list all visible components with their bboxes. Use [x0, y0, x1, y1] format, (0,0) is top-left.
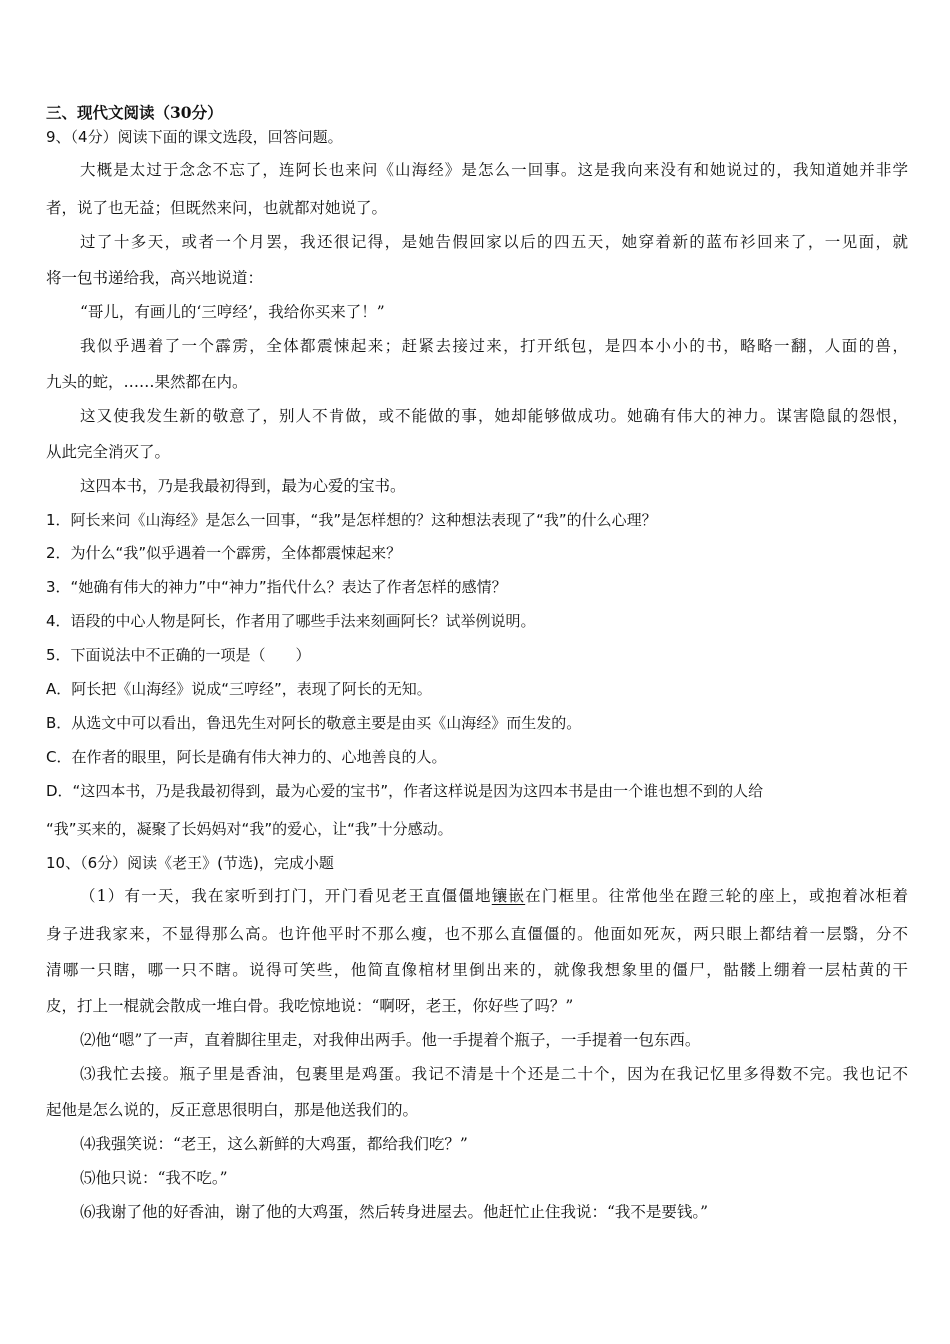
underlined-word: 镶嵌 [491, 887, 526, 905]
option-b: B．从选文中可以看出，鲁迅先生对阿长的敬意主要是由买《山海经》而生发的。 [46, 714, 582, 732]
passage-line: 者，说了也无益；但既然来问，也就都对她说了。 [46, 199, 388, 217]
passage-text: 在门框里。往常他坐在蹬三轮的座上，或抱着冰柜着 [525, 887, 908, 905]
question-item: 2．为什么“我”似乎遇着一个霹雳，全体都震悚起来？ [46, 544, 402, 562]
option-d: D．“这四本书，乃是我最初得到，最为心爱的宝书”，作者这样说是因为这四本书是由一个谁也想不到的人给 [46, 782, 764, 800]
passage-line: ⑸他只说：“我不吃。” [80, 1169, 228, 1187]
question-item: 5．下面说法中不正确的一项是（ ） [46, 646, 311, 664]
passage-line: 清哪一只瞎，哪一只不瞎。说得可笑些，他简直像棺材里倒出来的，就像我想象里的僵尸，骷髅上绷着一层枯黄的干 [46, 961, 908, 979]
option-d-continued: “我”买来的，凝聚了长妈妈对“我”的爱心，让“我”十分感动。 [46, 820, 453, 838]
option-c: C．在作者的眼里，阿长是确有伟大神力的、心地善良的人。 [46, 748, 447, 766]
passage-line: 这四本书，乃是我最初得到，最为心爱的宝书。 [80, 477, 406, 495]
passage-text: （1）有一天，我在家听到打门，开门看见老王直僵僵地 [80, 887, 492, 905]
option-a: A．阿长把《山海经》说成“三哼经”，表现了阿长的无知。 [46, 680, 432, 698]
passage-line: ⑷我强笑说：“老王，这么新鲜的大鸡蛋，都给我们吃？” [80, 1135, 468, 1153]
question-item: 4．语段的中心人物是阿长，作者用了哪些手法来刻画阿长？试举例说明。 [46, 612, 536, 630]
passage-line: 这又使我发生新的敬意了，别人不肯做，或不能做的事，她却能够做成功。她确有伟大的神力。谋害隐鼠的怨恨， [80, 407, 908, 425]
passage-line [80, 886, 908, 906]
passage-line: ⑶我忙去接。瓶子里是香油，包裹里是鸡蛋。我记不清是十个还是二十个，因为在我记忆里多得数不完。我也记不 [80, 1065, 908, 1083]
passage-line: 将一包书递给我，高兴地说道： [46, 269, 264, 287]
question-item: 3．“她确有伟大的神力”中“神力”指代什么？表达了作者怎样的感情？ [46, 578, 507, 596]
passage-line: 皮，打上一棍就会散成一堆白骨。我吃惊地说：“啊呀，老王，你好些了吗？” [46, 997, 574, 1015]
section-title: 三、现代文阅读（30分） [46, 103, 223, 122]
question-9-header: 9、（4分）阅读下面的课文选段，回答问题。 [46, 128, 343, 146]
passage-line: ⑹我谢了他的好香油，谢了他的大鸡蛋，然后转身进屋去。他赶忙止住我说：“我不是要钱。” [80, 1203, 709, 1221]
passage-line: 起他是怎么说的，反正意思很明白，那是他送我们的。 [46, 1101, 419, 1119]
passage-line: ⑵他“嗯”了一声，直着脚往里走，对我伸出两手。他一手提着个瓶子，一手提着一包东西。 [80, 1031, 701, 1049]
passage-line: “哥儿，有画儿的‘三哼经’，我给你买来了！” [80, 303, 385, 321]
passage-line: 身子进我家来，不显得那么高。也许他平时不那么瘦，也不那么直僵僵的。他面如死灰，两只眼上都结着一层翳，分不 [46, 925, 908, 943]
question-10-header: 10、（6分）阅读《老王》(节选)，完成小题 [46, 854, 334, 872]
passage-line: 从此完全消灭了。 [46, 443, 171, 461]
question-item: 1．阿长来问《山海经》是怎么一回事，“我”是怎样想的？这种想法表现了“我”的什么心理？ [46, 511, 657, 529]
passage-line: 九头的蛇，……果然都在内。 [46, 373, 248, 391]
passage-line: 大概是太过于念念不忘了，连阿长也来问《山海经》是怎么一回事。这是我向来没有和她说过的，我知道她并非学 [80, 161, 908, 179]
passage-line: 我似乎遇着了一个霹雳，全体都震悚起来；赶紧去接过来，打开纸包，是四本小小的书，略略一翻，人面的兽， [80, 337, 908, 355]
passage-line: 过了十多天，或者一个月罢，我还很记得，是她告假回家以后的四五天，她穿着新的蓝布衫回来了，一见面，就 [80, 233, 908, 251]
